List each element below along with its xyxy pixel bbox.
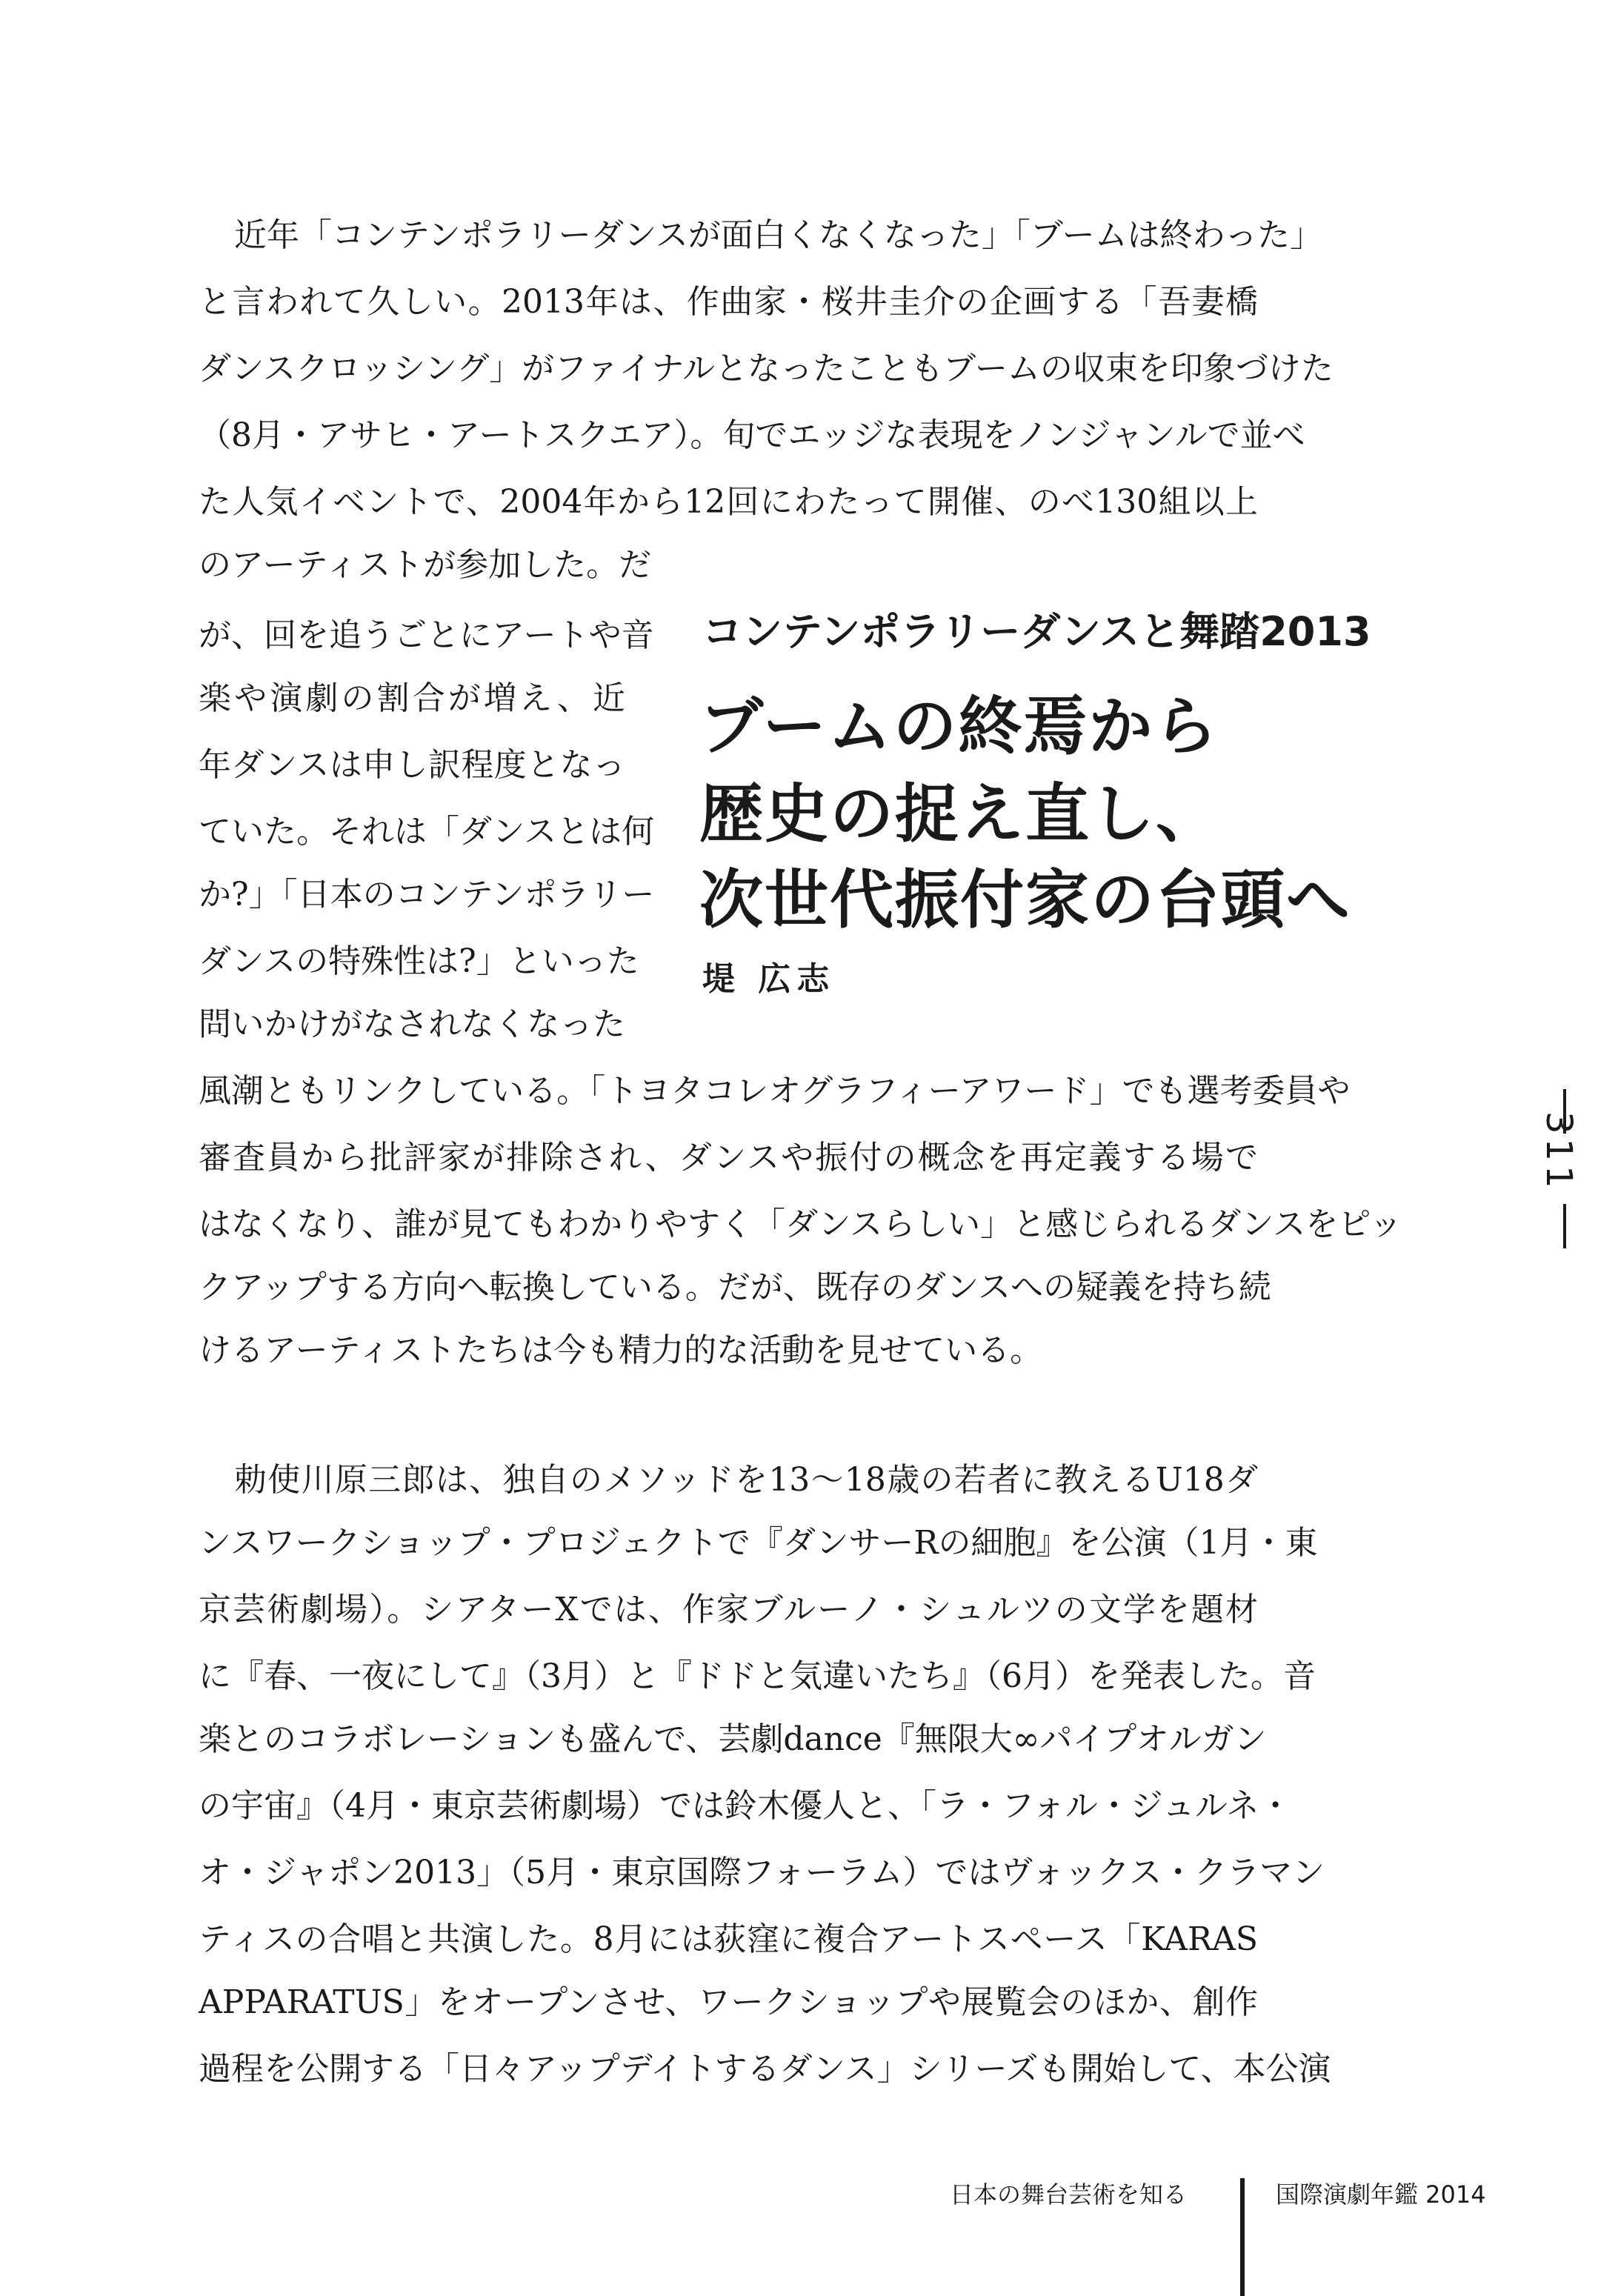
body-line: けるアーティストたちは今も精力的な活動を見せている。 bbox=[199, 1331, 1043, 1369]
page-number: 311 bbox=[1538, 1111, 1579, 1193]
body-line: た人気イベントで、2004年から12回にわたって開催、のべ130組以上 bbox=[199, 483, 1258, 521]
footer-series: 日本の舞台芸術を知る bbox=[950, 2180, 1188, 2209]
body-line: か?」「日本のコンテンポラリー bbox=[199, 876, 655, 914]
article-title-line: ブームの終焉から bbox=[699, 690, 1219, 764]
body-line: 勅使川原三郎は、独自のメソッドを13〜18歳の若者に教えるU18ダ bbox=[234, 1461, 1258, 1499]
body-line: ていた。それは「ダンスとは何 bbox=[199, 813, 655, 851]
body-line: はなくなり、誰が見てもわかりやすく「ダンスらしい」と感じられるダンスをピッ bbox=[199, 1205, 1402, 1243]
body-line: 年ダンスは申し訳程度となっ bbox=[199, 746, 625, 784]
footer-book-title: 国際演劇年鑑 2014 bbox=[1276, 2180, 1486, 2209]
body-line: 近年「コンテンポラリーダンスが面白くなくなった」「ブームは終わった」 bbox=[234, 216, 1323, 254]
footer-divider bbox=[1240, 2178, 1245, 2296]
body-line: ティスの合唱と共演した。8月には荻窪に複合アートスペース「KARAS bbox=[199, 1920, 1258, 1958]
body-line: の宇宙』（4月・東京芸術劇場）では鈴木優人と、「ラ・フォル・ジュルネ・ bbox=[199, 1787, 1292, 1825]
article-title-line: 歴史の捉え直し、 bbox=[699, 777, 1221, 851]
article-subtitle: コンテンポラリーダンスと舞踏2013 bbox=[702, 608, 1371, 655]
body-line: クアップする方向へ転換している。だが、既存のダンスへの疑義を持ち続 bbox=[199, 1268, 1272, 1306]
body-line: 問いかけがなされなくなった bbox=[199, 1005, 625, 1043]
body-line: が、回を追うごとにアートや音 bbox=[199, 616, 654, 654]
body-line: 審査員から批評家が排除され、ダンスや振付の概念を再定義する場で bbox=[199, 1139, 1258, 1177]
body-line: のアーティストが参加した。だ bbox=[199, 546, 652, 584]
body-line: 風潮ともリンクしている。「トヨタコレオグラフィーアワード」でも選考委員や bbox=[199, 1072, 1351, 1110]
page-number-rule-bottom bbox=[1563, 1204, 1566, 1248]
body-line: （8月・アサヒ・アートスクエア）。旬でエッジな表現をノンジャンルで並べ bbox=[199, 416, 1305, 454]
body-line: ンスワークショップ・プロジェクトで『ダンサーRの細胞』を公演（1月・東 bbox=[199, 1524, 1318, 1562]
body-line: と言われて久しい。2013年は、作曲家・桜井圭介の企画する「吾妻橋 bbox=[199, 283, 1258, 321]
body-line: オ・ジャポン2013」（5月・東京国際フォーラム）ではヴォックス・クラマン bbox=[199, 1854, 1325, 1891]
body-line: APPARATUS」をオープンさせ、ワークショップや展覧会のほか、創作 bbox=[199, 1983, 1258, 2021]
body-line: に『春、一夜にして』（3月）と『ドドと気違いたち』（6月）を発表した。音 bbox=[199, 1657, 1316, 1695]
body-line: 楽とのコラボレーションも盛んで、芸劇dance『無限大∞パイプオルガン bbox=[199, 1720, 1267, 1758]
body-line: 京芸術劇場）。シアターXでは、作家ブルーノ・シュルツの文学を題材 bbox=[199, 1591, 1258, 1628]
body-line: ダンスクロッシング」がファイナルとなったこともブームの収束を印象づけた bbox=[199, 350, 1334, 387]
body-line: 楽や演劇の割合が増え、近 bbox=[199, 679, 625, 717]
body-line: 過程を公開する「日々アップデイトするダンス」シリーズも開始して、本公演 bbox=[199, 2050, 1331, 2088]
article-title-line: 次世代振付家の台頭へ bbox=[699, 863, 1351, 937]
article-author: 堤 広志 bbox=[702, 960, 836, 998]
body-line: ダンスの特殊性は?」といった bbox=[199, 942, 639, 980]
